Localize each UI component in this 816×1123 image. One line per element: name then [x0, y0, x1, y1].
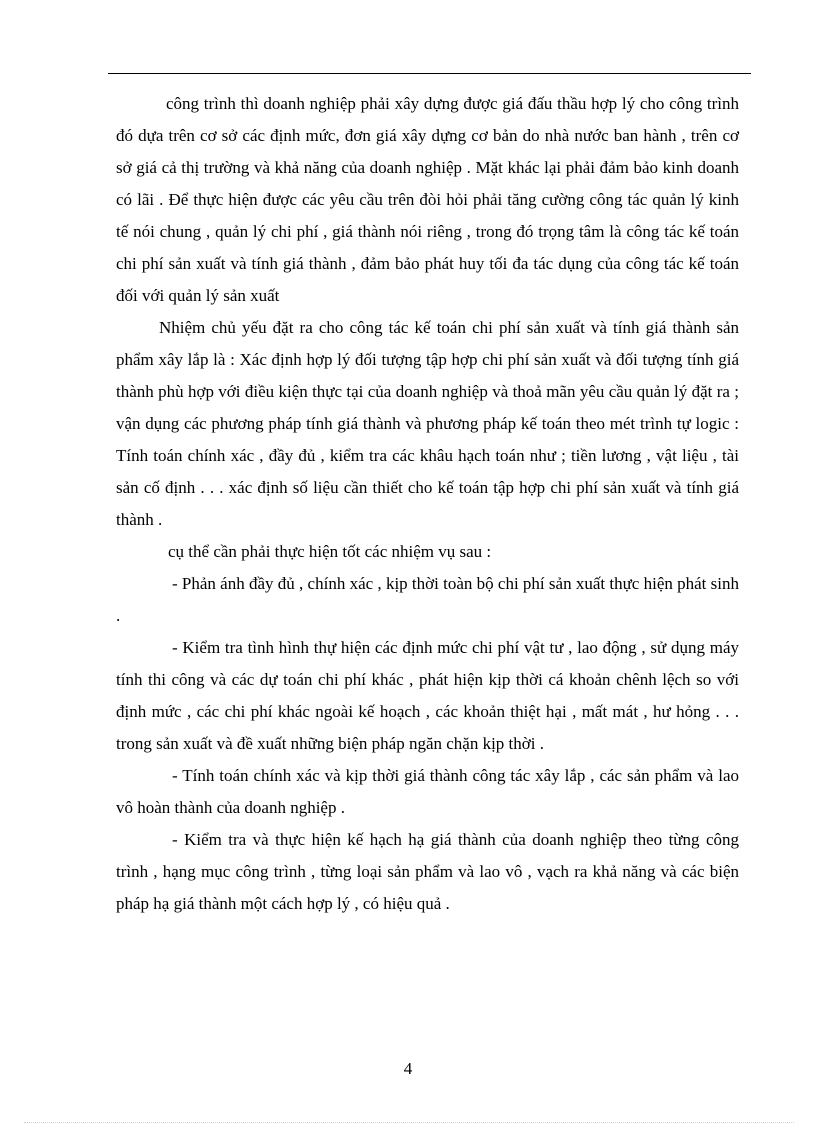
page-number: 4: [403, 1059, 413, 1078]
document-body: [116, 88, 739, 920]
paragraph-continuation: công trình thì doanh nghiệp phải xây dựng được giá đấu thầu hợp lý cho công trình đó dựa trên cơ sở các định mức, đơn giá xây dựng cơ bản do nhà nước ban hành , trên cơ sở giá cả thị trường và khả năng của doanh nghiệp . Mặt khác lại phải đảm bảo kinh doanh có lãi . Để thực hiện được các yêu cầu trên đòi hỏi phải tăng cường công tác quản lý kinh tế nói chung , quản lý chi phí , giá thành nói riêng , trong đó trọng tâm là công tác kế toán chi phí sản xuất và tính giá thành , đảm bảo phát huy tối đa tác dụng của công tác kế toán đối với quản lý sản xuất: [116, 94, 739, 305]
paragraph-tasks-intro: Nhiệm chủ yếu đặt ra cho công tác kế toán chi phí sản xuất và tính giá thành sản phẩm xây lắp là : Xác định hợp lý đối tượng tập hợp chi phí sản xuất và đối tượng tính giá thành phù hợp với điều kiện thực tại của doanh nghiệp và thoả mãn yêu cầu quản lý đặt ra ; vận dụng các phương pháp tính giá thành và phương pháp kế toán theo mét trình tự logic : Tính toán chính xác , đầy đủ , kiểm tra các khâu hạch toán như ; tiền lương , vật liệu , tài sản cố định . . . xác định số liệu cần thiết cho kế toán tập hợp chi phí sản xuất và tính giá thành .: [116, 318, 739, 529]
bullet-item: - Tính toán chính xác và kịp thời giá thành công tác xây lắp , các sản phẩm và lao vô hoàn thành của doanh nghiệp .: [116, 766, 739, 817]
bullet-item: - Kiểm tra tình hình thự hiện các định mức chi phí vật tư , lao động , sử dụng máy tính thi công và các dự toán chi phí khác , phát hiện kịp thời cá khoản chênh lệch so với định mức , các chi phí khác ngoài kế hoạch , các khoản thiệt hại , mất mát , hư hỏng . . . trong sản xuất và đề xuất những biện pháp ngăn chặn kịp thời .: [116, 638, 739, 753]
paragraph-specific-tasks: cụ thể cần phải thực hiện tốt các nhiệm vụ sau :: [168, 542, 492, 561]
header-rule: [108, 73, 751, 74]
bullet-item: - Phản ánh đầy đủ , chính xác , kịp thời toàn bộ chi phí sản xuất thực hiện phát sinh .: [116, 574, 739, 625]
bullet-item: - Kiểm tra và thực hiện kế hạch hạ giá thành của doanh nghiệp theo từng công trình , hạng mục công trình , từng loại sản phẩm và lao vô , vạch ra khả năng và các biện pháp hạ giá thành một cách hợp lý , có hiệu quả .: [116, 830, 739, 913]
